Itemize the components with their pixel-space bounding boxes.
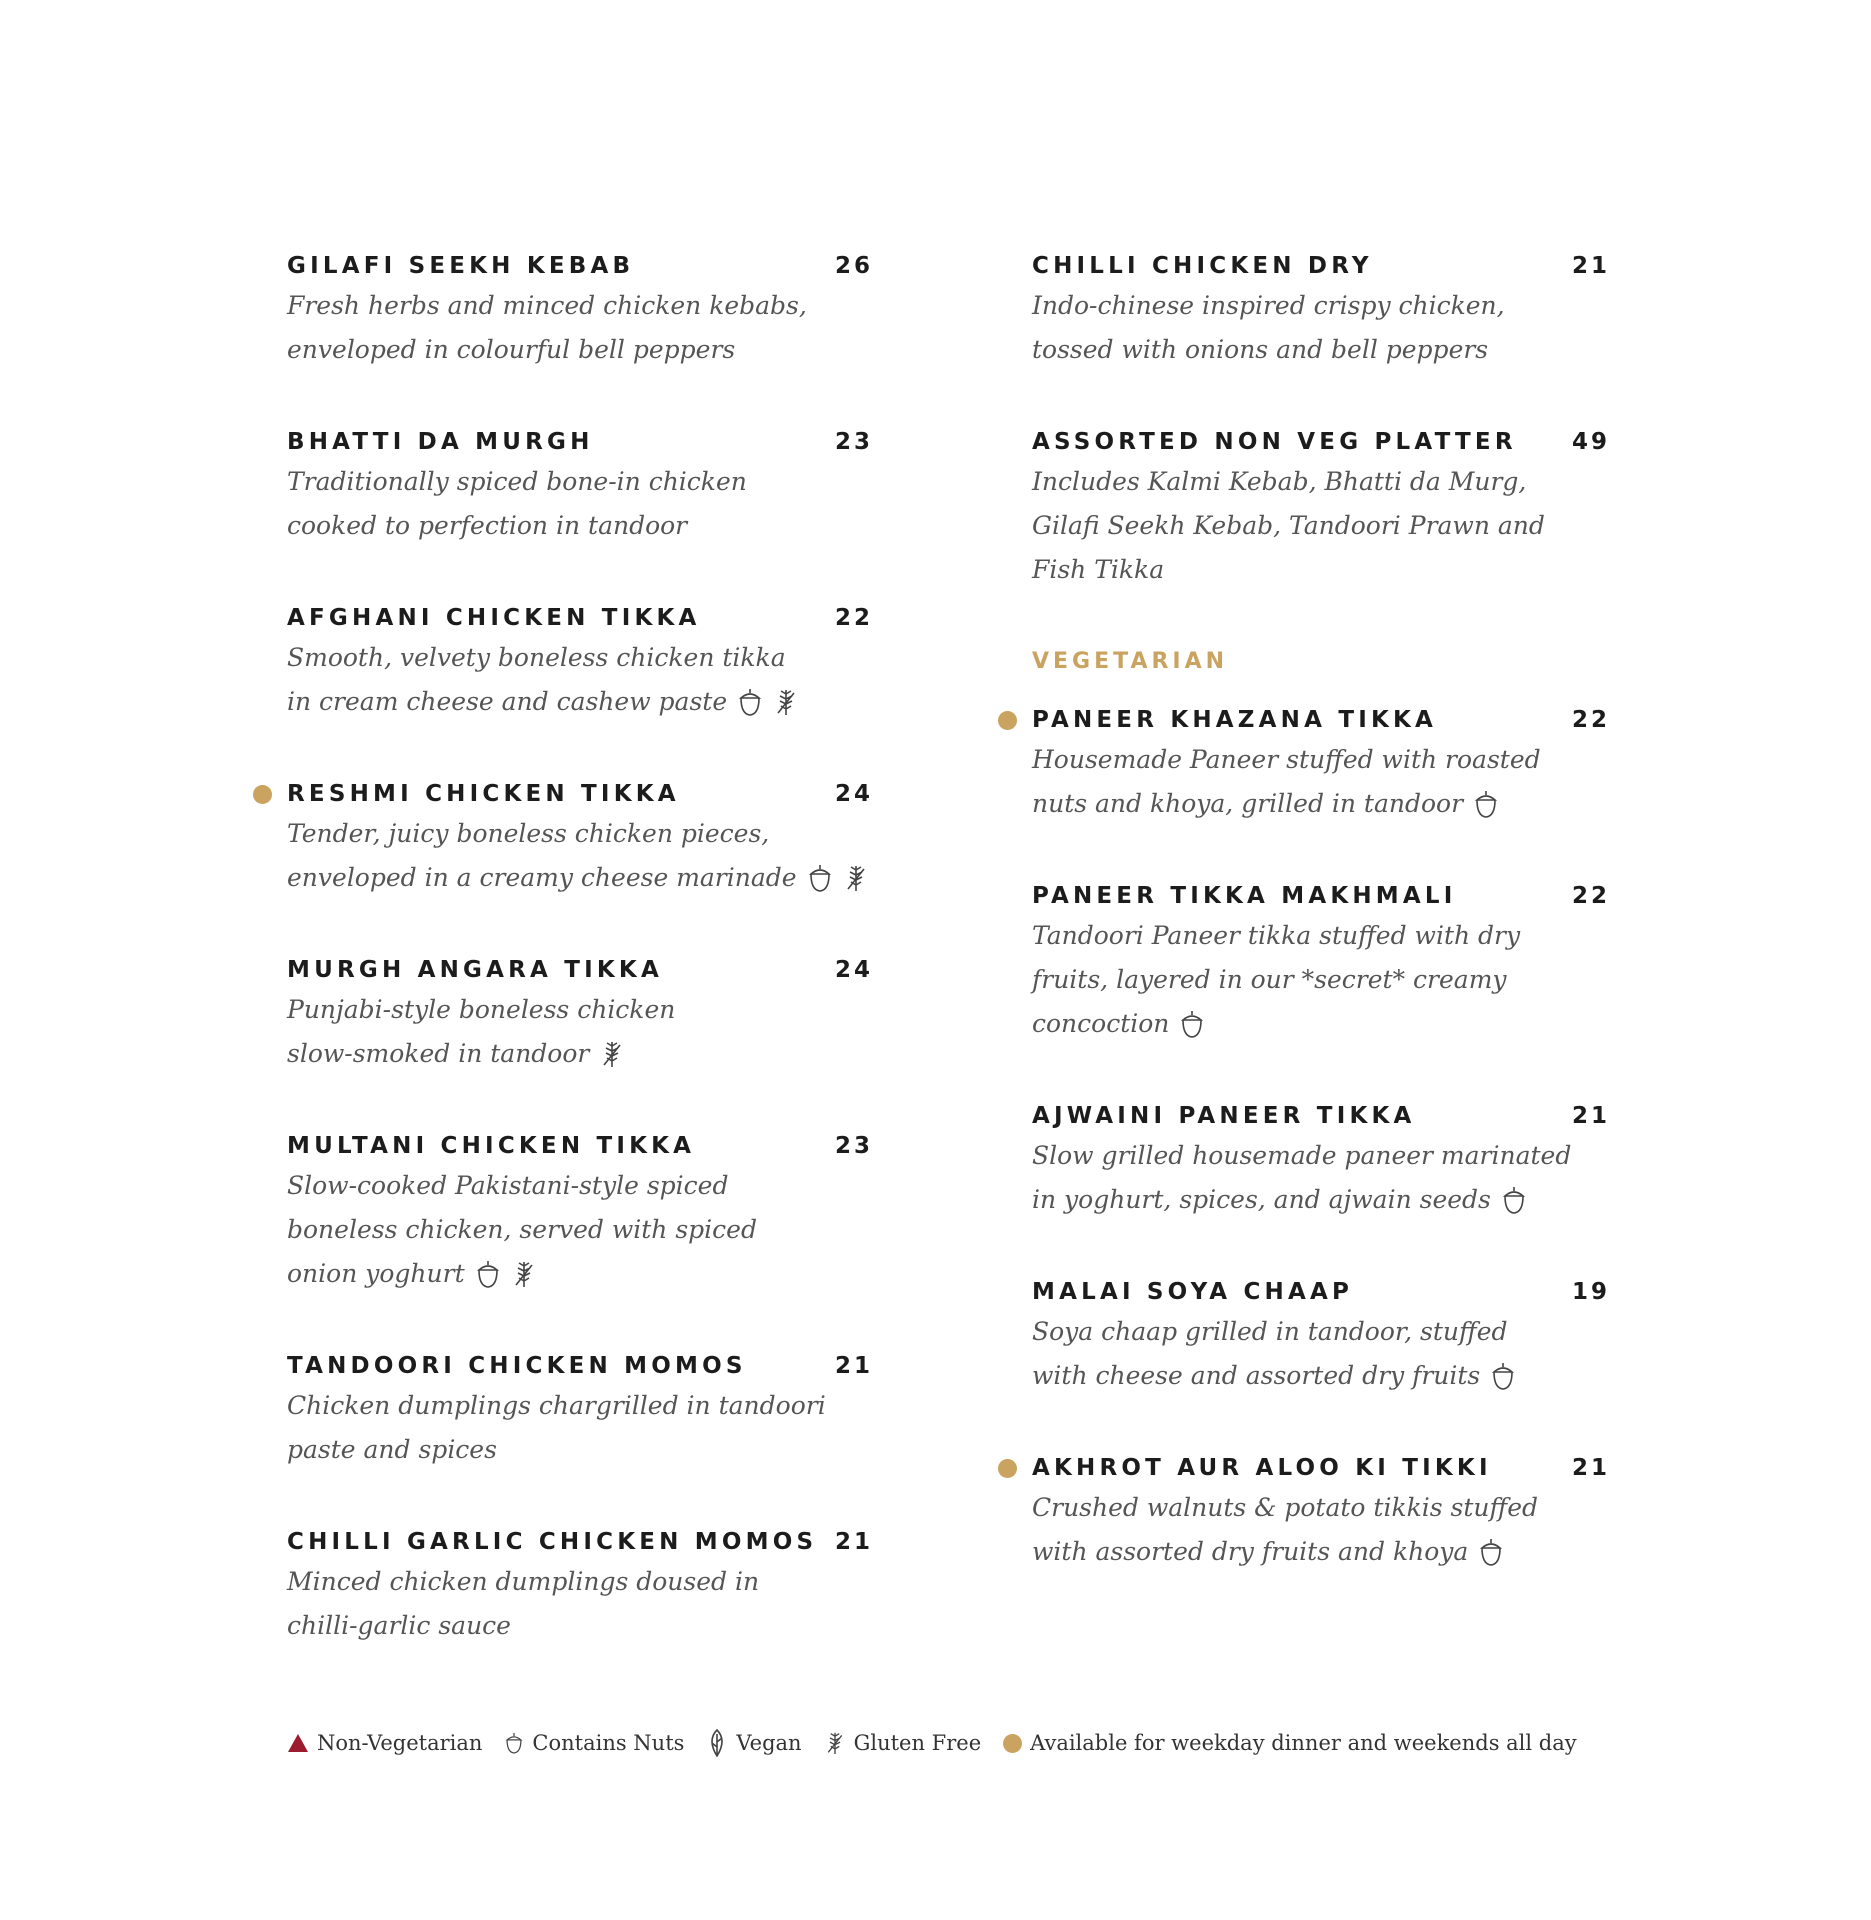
menu-item-price: 21: [835, 1529, 874, 1555]
description-line: [1032, 1354, 1642, 1398]
description-line: [1032, 914, 1642, 958]
menu-item-price: 26: [835, 253, 874, 279]
description-text: in yoghurt, spices, and ajwain seeds: [1032, 1185, 1491, 1214]
menu-item: [1032, 252, 1642, 372]
menu-item-name: AFGHANI CHICKEN TIKKA: [287, 605, 701, 631]
menu-item-price: 19: [1572, 1279, 1611, 1305]
description-line: [287, 1252, 887, 1296]
menu-item: [287, 252, 887, 372]
description-text: with cheese and assorted dry fruits: [1032, 1361, 1481, 1390]
description-text: Fish Tikka: [1032, 555, 1165, 584]
menu-item-description: [1032, 914, 1642, 1046]
description-text: cooked to perfection in tandoor: [287, 511, 688, 540]
description-text: Includes Kalmi Kebab, Bhatti da Murg,: [1032, 467, 1527, 496]
menu-item-header: [287, 604, 887, 632]
menu-item: [287, 956, 887, 1076]
menu-item-name: ASSORTED NON VEG PLATTER: [1032, 429, 1517, 455]
legend-available: [1003, 1731, 1576, 1755]
menu-item-header: [1032, 252, 1642, 280]
section-title-vegetarian: VEGETARIAN: [1032, 649, 1229, 674]
menu-item-header: [287, 780, 887, 808]
menu-item-description: [287, 284, 887, 372]
description-text: Punjabi-style boneless chicken: [287, 995, 676, 1024]
gluten-free-icon: [843, 863, 869, 893]
nut-icon: [1179, 1009, 1205, 1039]
menu-item-description: [287, 460, 887, 548]
description-text: enveloped in a creamy cheese marinade: [287, 863, 797, 892]
menu-item-header: [1032, 1278, 1642, 1306]
legend-available-label: Available for weekday dinner and weekends all day: [1030, 1731, 1577, 1755]
nut-icon: [504, 1728, 524, 1758]
description-text: chilli-garlic sauce: [287, 1611, 511, 1640]
description-line: [287, 504, 887, 548]
menu-item-name: PANEER TIKKA MAKHMALI: [1032, 883, 1457, 909]
description-line: [1032, 460, 1642, 504]
menu-item-description: [1032, 1134, 1642, 1222]
description-text: boneless chicken, served with spiced: [287, 1215, 757, 1244]
description-line: [287, 812, 887, 856]
description-line: [1032, 1486, 1642, 1530]
description-line: [287, 1428, 887, 1472]
menu-item-name: GILAFI SEEKH KEBAB: [287, 253, 635, 279]
description-line: [1032, 284, 1642, 328]
description-line: [1032, 1310, 1642, 1354]
menu-item-header: [287, 1528, 887, 1556]
description-line: [287, 988, 887, 1032]
menu-item: [1032, 1278, 1642, 1398]
menu-item-header: [1032, 882, 1642, 910]
description-line: [287, 1164, 887, 1208]
description-line: [287, 1560, 887, 1604]
description-text: Indo-chinese inspired crispy chicken,: [1032, 291, 1505, 320]
description-text: concoction: [1032, 1009, 1170, 1038]
description-line: [287, 284, 887, 328]
menu-item-name: MURGH ANGARA TIKKA: [287, 957, 663, 983]
menu-item-name: PANEER KHAZANA TIKKA: [1032, 707, 1438, 733]
menu-item-header: [1032, 428, 1642, 456]
menu-item-name: RESHMI CHICKEN TIKKA: [287, 781, 680, 807]
description-line: [1032, 958, 1642, 1002]
menu-item-name: TANDOORI CHICKEN MOMOS: [287, 1353, 747, 1379]
description-text: Chicken dumplings chargrilled in tandoori: [287, 1391, 826, 1420]
menu-item-header: [287, 1352, 887, 1380]
description-text: with assorted dry fruits and khoya: [1032, 1537, 1469, 1566]
description-text: Tender, juicy boneless chicken pieces,: [287, 819, 770, 848]
description-line: [1032, 1178, 1642, 1222]
description-line: [287, 1032, 887, 1076]
menu-item: [287, 1352, 887, 1472]
menu-item-description: [1032, 1310, 1642, 1398]
menu-item-price: 22: [1572, 707, 1611, 733]
description-line: [1032, 504, 1642, 548]
menu-item-name: MALAI SOYA CHAAP: [1032, 1279, 1354, 1305]
description-text: Crushed walnuts & potato tikkis stuffed: [1032, 1493, 1539, 1522]
right-menu-column: [1032, 252, 1642, 1630]
menu-item-header: [1032, 706, 1642, 734]
triangle-icon: [287, 1733, 309, 1753]
description-text: Minced chicken dumplings doused in: [287, 1567, 760, 1596]
menu-item-name: AJWAINI PANEER TIKKA: [1032, 1103, 1416, 1129]
description-text: onion yoghurt: [287, 1259, 465, 1288]
nut-icon: [1490, 1361, 1516, 1391]
description-text: Fresh herbs and minced chicken kebabs,: [287, 291, 807, 320]
available-dot-icon: [998, 1459, 1017, 1478]
description-text: tossed with onions and bell peppers: [1032, 335, 1489, 364]
menu-item-name: CHILLI GARLIC CHICKEN MOMOS: [287, 1529, 818, 1555]
description-text: Smooth, velvety boneless chicken tikka: [287, 643, 786, 672]
menu-item-price: 23: [835, 1133, 874, 1159]
menu-item-header: [287, 428, 887, 456]
description-text: Soya chaap grilled in tandoor, stuffed: [1032, 1317, 1508, 1346]
legend-non-veg-label: Non-Vegetarian: [317, 1731, 483, 1755]
menu-item-description: [287, 1164, 887, 1296]
menu-item-price: 23: [835, 429, 874, 455]
legend-nuts: [504, 1728, 684, 1758]
nut-icon: [475, 1259, 501, 1289]
menu-item-description: [1032, 1486, 1642, 1574]
legend-vegan: [706, 1728, 801, 1758]
description-line: [287, 1208, 887, 1252]
legend: [287, 1728, 1599, 1758]
menu-item-price: 21: [1572, 1455, 1611, 1481]
menu-item: [287, 1528, 887, 1648]
menu-item-description: [287, 636, 887, 724]
menu-item-price: 24: [835, 781, 874, 807]
gold-dot-icon: [1003, 1734, 1022, 1753]
menu-item-header: [1032, 1454, 1642, 1482]
description-text: Housemade Paneer stuffed with roasted: [1032, 745, 1541, 774]
description-text: in cream cheese and cashew paste: [287, 687, 728, 716]
description-line: [1032, 1002, 1642, 1046]
menu-item-header: [1032, 1102, 1642, 1130]
menu-item-price: 21: [1572, 1103, 1611, 1129]
description-text: Slow-cooked Pakistani-style spiced: [287, 1171, 729, 1200]
description-text: enveloped in colourful bell peppers: [287, 335, 736, 364]
description-line: [1032, 1134, 1642, 1178]
nut-icon: [1478, 1537, 1504, 1567]
description-line: [287, 1604, 887, 1648]
menu-item-name: BHATTI DA MURGH: [287, 429, 594, 455]
legend-gluten-free: [824, 1728, 982, 1758]
legend-vegan-label: Vegan: [736, 1731, 802, 1755]
gluten-free-icon: [599, 1039, 625, 1069]
menu-item-name: CHILLI CHICKEN DRY: [1032, 253, 1373, 279]
menu-item-description: [1032, 284, 1642, 372]
description-text: nuts and khoya, grilled in tandoor: [1032, 789, 1464, 818]
description-text: Tandoori Paneer tikka stuffed with dry: [1032, 921, 1521, 950]
left-menu-column: [287, 252, 887, 1704]
nut-icon: [1501, 1185, 1527, 1215]
menu-item: [1032, 428, 1642, 592]
menu-item: [287, 1132, 887, 1296]
menu-item-price: 21: [835, 1353, 874, 1379]
menu-item-description: [287, 1384, 887, 1472]
description-line: [1032, 782, 1642, 826]
menu-item-name: AKHROT AUR ALOO KI TIKKI: [1032, 1455, 1492, 1481]
description-text: slow-smoked in tandoor: [287, 1039, 590, 1068]
gluten-free-icon: [773, 687, 799, 717]
menu-item-price: 21: [1572, 253, 1611, 279]
menu-item-price: 22: [1572, 883, 1611, 909]
nut-icon: [1473, 789, 1499, 819]
legend-non-veg: [287, 1731, 482, 1755]
wheat-icon: [824, 1728, 846, 1758]
description-text: Gilafi Seekh Kebab, Tandoori Prawn and: [1032, 511, 1545, 540]
nut-icon: [737, 687, 763, 717]
gluten-free-icon: [511, 1259, 537, 1289]
description-line: [287, 460, 887, 504]
menu-item: [287, 604, 887, 724]
description-line: [1032, 548, 1642, 592]
menu-item-description: [287, 988, 887, 1076]
menu-item-price: 22: [835, 605, 874, 631]
menu-item-description: [287, 812, 887, 900]
menu-item-header: [287, 252, 887, 280]
description-line: [287, 856, 887, 900]
description-line: [287, 1384, 887, 1428]
available-dot-icon: [998, 711, 1017, 730]
menu-item-name: MULTANI CHICKEN TIKKA: [287, 1133, 696, 1159]
description-line: [1032, 328, 1642, 372]
legend-nuts-label: Contains Nuts: [532, 1731, 685, 1755]
menu-item: [1032, 1102, 1642, 1222]
menu-item-header: [287, 956, 887, 984]
menu-item-price: 49: [1572, 429, 1611, 455]
menu-item: [1032, 706, 1642, 826]
available-dot-icon: [253, 785, 272, 804]
leaf-icon: [706, 1728, 728, 1758]
description-line: [287, 636, 887, 680]
menu-item-price: 24: [835, 957, 874, 983]
description-line: [1032, 738, 1642, 782]
menu-item-description: [287, 1560, 887, 1648]
menu-item: [1032, 882, 1642, 1046]
description-text: Slow grilled housemade paneer marinated: [1032, 1141, 1572, 1170]
menu-item: [287, 780, 887, 900]
description-line: [287, 680, 887, 724]
description-text: Traditionally spiced bone-in chicken: [287, 467, 747, 496]
nut-icon: [807, 863, 833, 893]
menu-item-description: [1032, 738, 1642, 826]
description-line: [1032, 1530, 1642, 1574]
menu-item-header: [287, 1132, 887, 1160]
description-line: [287, 328, 887, 372]
menu-item: [1032, 1454, 1642, 1574]
menu-item-description: [1032, 460, 1642, 592]
description-text: paste and spices: [287, 1435, 497, 1464]
legend-gluten-free-label: Gluten Free: [853, 1731, 982, 1755]
description-text: fruits, layered in our *secret* creamy: [1032, 965, 1507, 994]
menu-item: [287, 428, 887, 548]
